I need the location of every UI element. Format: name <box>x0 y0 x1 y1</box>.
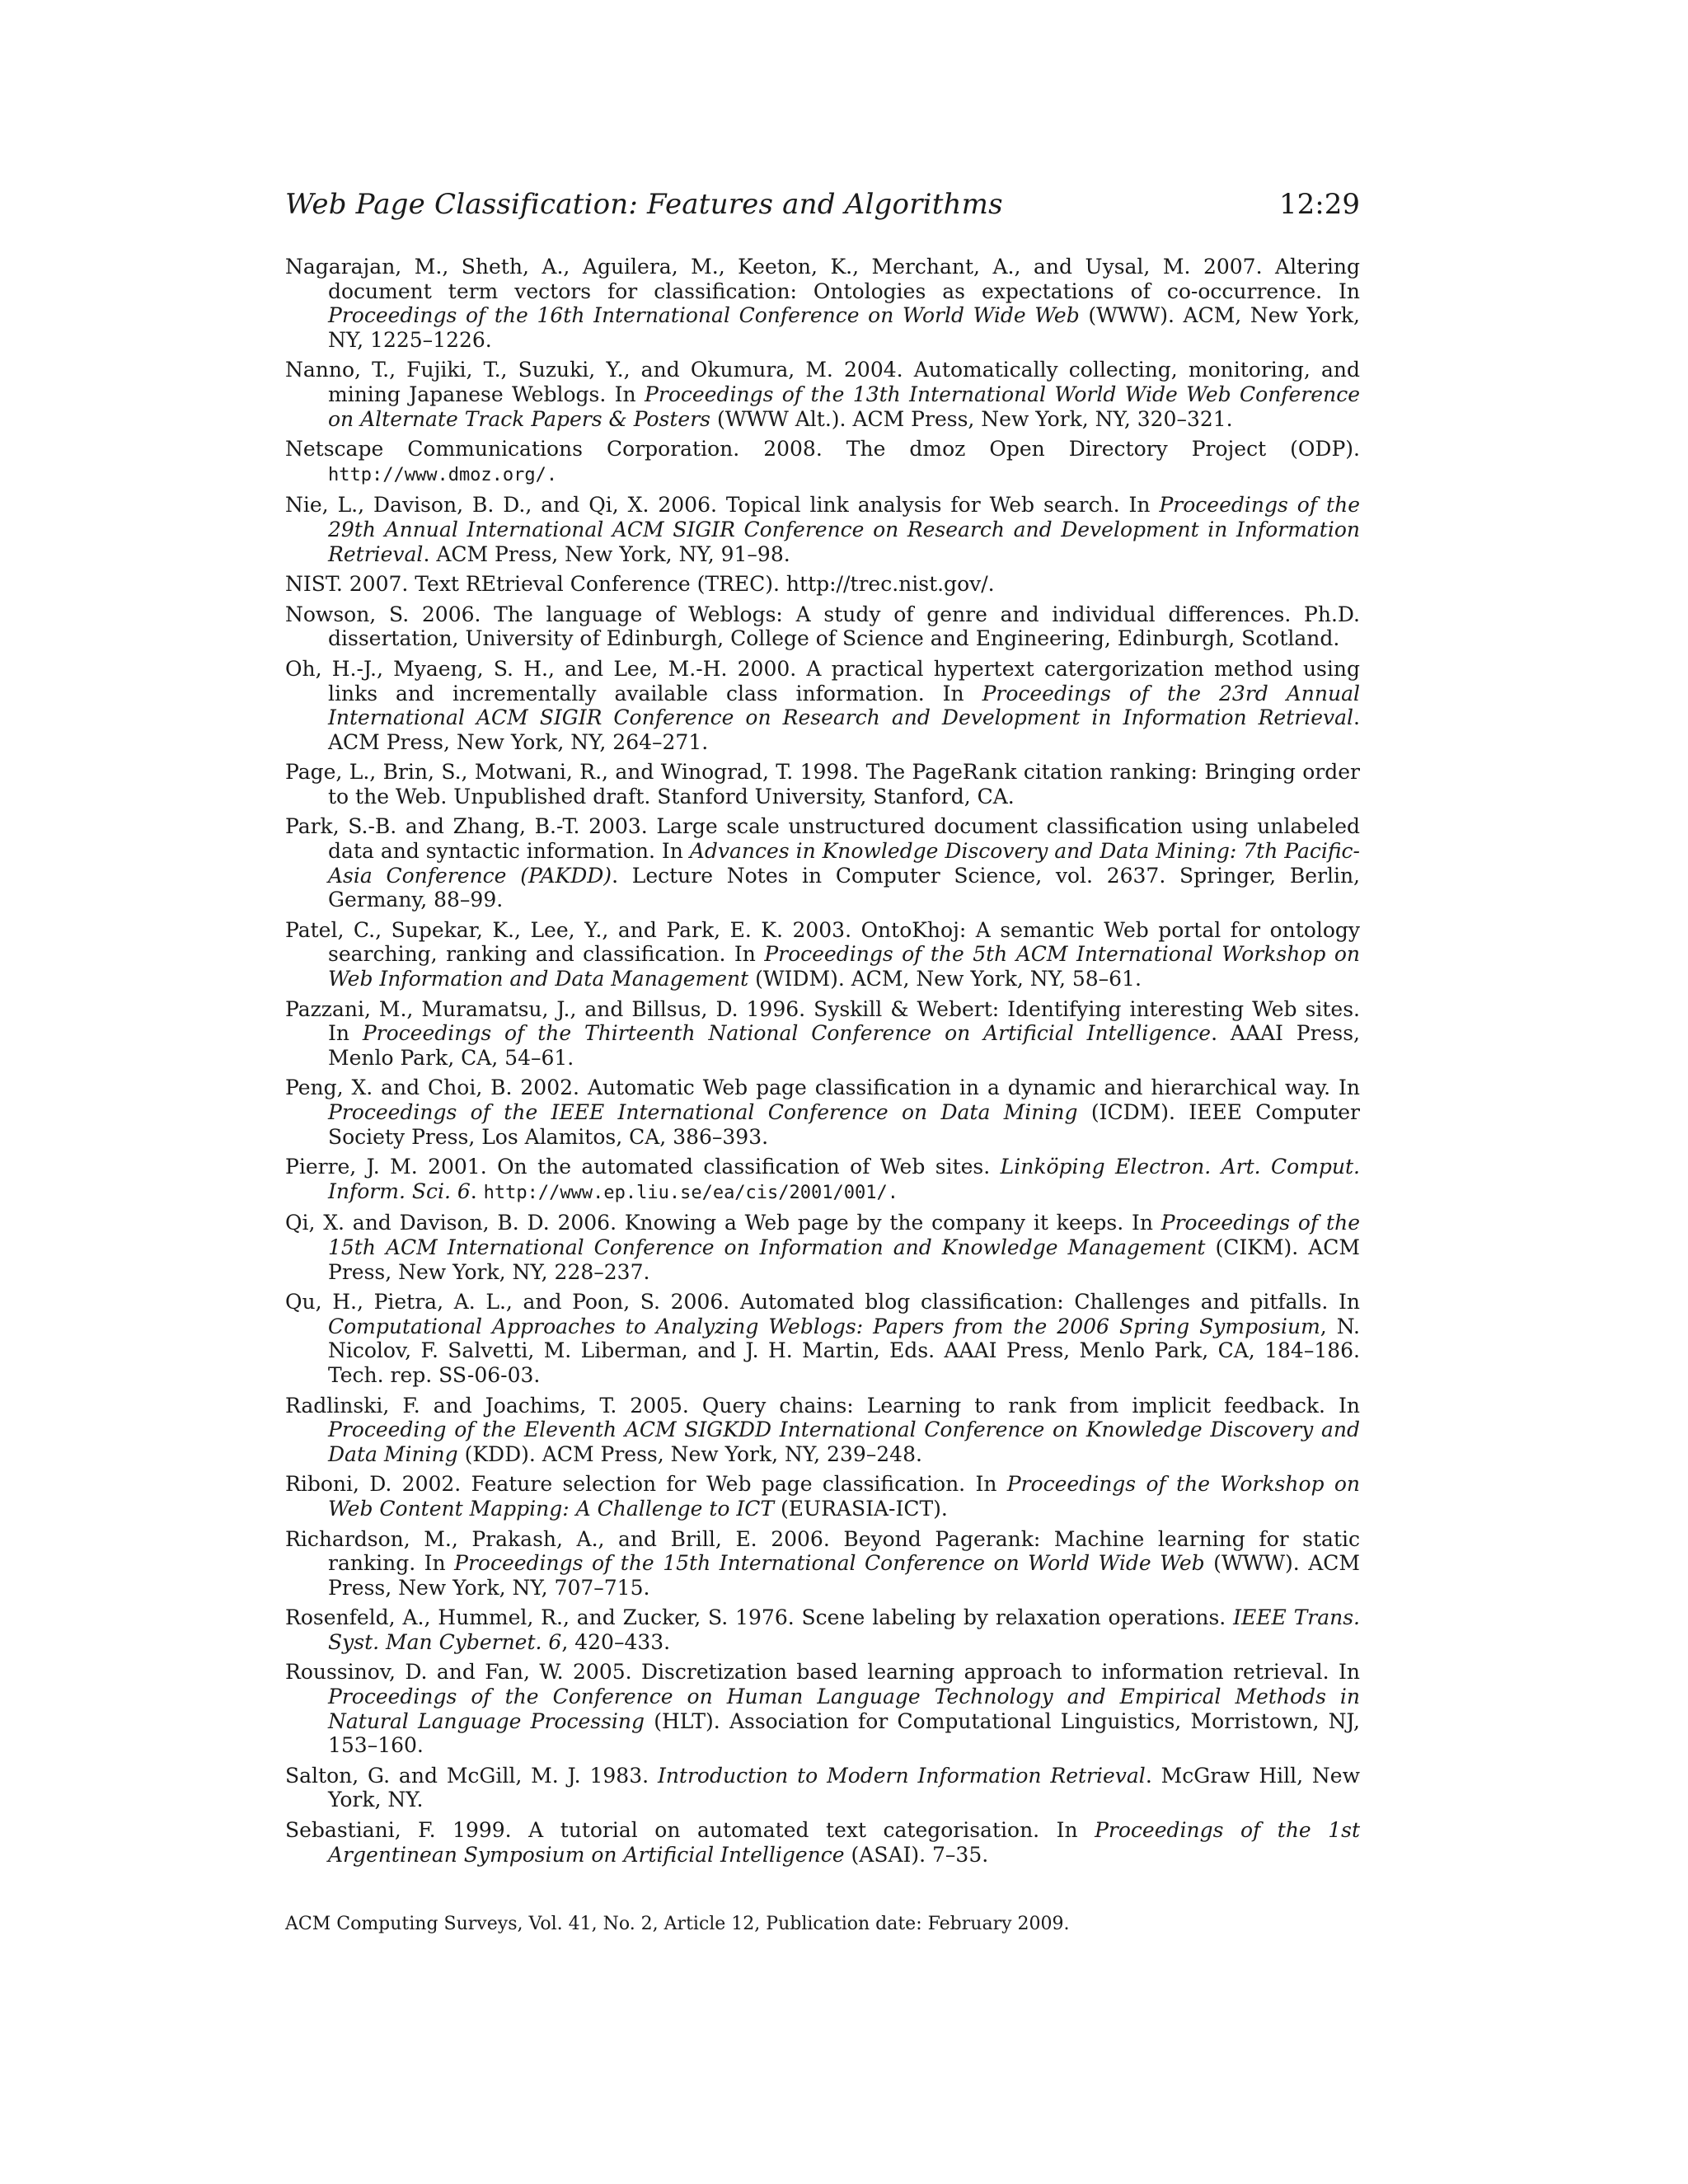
reference-entry <box>285 1818 1360 1867</box>
reference-text: . AAAI Press, Menlo Park, CA, 54–61. <box>328 1021 1360 1070</box>
reference-url: http://www.ep.liu.se/ea/cis/2001/001/. <box>483 1182 898 1203</box>
reference-venue: Computational Approaches to Analyzing Weblogs: Papers from the 2006 Spring Symposium <box>328 1314 1320 1338</box>
reference-venue: Proceedings of the 5th ACM International Workshop on Web Information and Data Management <box>328 942 1360 991</box>
reference-entry <box>285 997 1360 1071</box>
reference-text: (HLT). Association for Computational Linguistics, Morristown, NJ, 153–160. <box>328 1708 1360 1758</box>
reference-entry <box>285 602 1360 651</box>
reference-entry <box>285 1605 1360 1654</box>
reference-text: Peng, X. and Choi, B. 2002. Automatic Web page classification in a dynamic and hierarchical way. In <box>285 1076 1360 1100</box>
reference-text: Sebastiani, F. 1999. A tutorial on automated text categorisation. In <box>285 1818 1095 1843</box>
reference-entry <box>285 1290 1360 1387</box>
reference-text: Qu, H., Pietra, A. L., and Poon, S. 2006. Automated blog classification: Challenges and pitfalls. In <box>285 1290 1360 1315</box>
reference-text: (WWW). ACM, New York, NY, 1225–1226. <box>328 303 1360 352</box>
reference-venue: Introduction to Modern Information Retrieval <box>657 1763 1146 1788</box>
reference-entry <box>285 572 1360 597</box>
reference-text: Nanno, T., Fujiki, T., Suzuki, Y., and Okumura, M. 2004. Automatically collecting, monitoring, and mining Japanese Weblogs. In <box>285 358 1360 406</box>
reference-entry <box>285 1764 1360 1812</box>
reference-text: Nagarajan, M., Sheth, A., Aguilera, M., Keeton, K., Merchant, A., and Uysal, M. 2007. Altering document term vectors for classification: Ontologies as expectations of co-occurrence. In <box>285 255 1360 303</box>
reference-venue: Proceedings of the Thirteenth National Conference on Artificial Intelligence <box>362 1021 1212 1046</box>
reference-text: Qi, X. and Davison, B. D. 2006. Knowing a Web page by the company it keeps. In <box>285 1211 1161 1235</box>
reference-venue: Advances in Knowledge Discovery and Data Mining: 7th Pacific-Asia Conference (PAKDD) <box>328 839 1361 888</box>
reference-entry <box>285 657 1360 754</box>
reference-text: . ACM Press, New York, NY, 91–98. <box>423 541 790 566</box>
reference-text: (KDD). ACM Press, New York, NY, 239–248. <box>457 1441 922 1466</box>
reference-text: (EURASIA-ICT). <box>774 1496 948 1521</box>
reference-text: , N. Nicolov, F. Salvetti, M. Liberman, and J. H. Martin, Eds. AAAI Press, Menlo Park, CA, 184–186. Tech. rep. SS-06-03. <box>328 1314 1360 1387</box>
reference-text: (WWW). ACM Press, New York, NY, 707–715. <box>328 1551 1361 1600</box>
reference-text: . McGraw Hill, New York, NY. <box>328 1763 1360 1812</box>
reference-text: (CIKM). ACM Press, New York, NY, 228–237. <box>328 1235 1360 1284</box>
reference-text: Pierre, J. M. 2001. On the automated classification of Web sites. <box>285 1155 1001 1179</box>
reference-list <box>285 255 1360 1872</box>
reference-entry <box>285 1527 1360 1601</box>
reference-text: Rosenfeld, A., Hummel, R., and Zucker, S. 1976. Scene labeling by relaxation operations. <box>285 1605 1234 1630</box>
reference-text: Nie, L., Davison, B. D., and Qi, X. 2006. Topical link analysis for Web search. In <box>285 493 1160 518</box>
reference-entry <box>285 437 1360 487</box>
reference-text: , 420–433. <box>561 1629 671 1654</box>
reference-entry <box>285 358 1360 431</box>
reference-entry <box>285 1394 1360 1467</box>
reference-venue: IEEE Trans. Syst. Man Cybernet. 6 <box>328 1605 1360 1654</box>
reference-text: Netscape Communications Corporation. 2008. The dmoz Open Directory Project (ODP). <box>285 437 1360 462</box>
reference-text: (WWW Alt.). ACM Press, New York, NY, 320–321. <box>710 406 1233 431</box>
reference-text: Roussinov, D. and Fan, W. 2005. Discretization based learning approach to information retrieval. In <box>285 1660 1360 1685</box>
reference-entry <box>285 1211 1360 1284</box>
reference-text: Richardson, M., Prakash, A., and Brill, E. 2006. Beyond Pagerank: Machine learning for static ranking. In <box>285 1526 1360 1576</box>
reference-text: . ACM Press, New York, NY, 264–271. <box>328 705 1360 754</box>
reference-text: Patel, C., Supekar, K., Lee, Y., and Park, E. K. 2003. OntoKhoj: A semantic Web portal for ontology searching, ranking and classification. In <box>285 917 1360 967</box>
reference-entry <box>285 1076 1360 1149</box>
reference-entry <box>285 918 1360 991</box>
reference-text: Nowson, S. 2006. The language of Weblogs: A study of genre and individual differences. Ph.D. dissertation, University of Edinburgh, College of Science and Engineering, Edinburgh, Scotland. <box>285 602 1360 651</box>
reference-entry <box>285 1660 1360 1757</box>
reference-text: Riboni, D. 2002. Feature selection for Web page classification. In <box>285 1472 1007 1497</box>
reference-text: . Lecture Notes in Computer Science, vol. 2637. Springer, Berlin, Germany, 88–99. <box>328 863 1360 912</box>
reference-entry <box>285 255 1360 352</box>
reference-text: (WIDM). ACM, New York, NY, 58–61. <box>748 967 1142 991</box>
reference-venue: Proceedings of the Conference on Human Language Technology and Empirical Methods in Natural Language Processing <box>328 1685 1360 1733</box>
page-number: 12:29 <box>1279 188 1360 221</box>
reference-entry <box>285 760 1360 808</box>
reference-venue: Proceeding of the Eleventh ACM SIGKDD International Conference on Knowledge Discovery and Data Mining <box>328 1418 1360 1466</box>
reference-text: NIST. 2007. Text REtrieval Conference (TREC). http://trec.nist.gov/. <box>285 572 995 597</box>
reference-venue: Linköping Electron. Art. Comput. Inform. Sci. 6 <box>328 1155 1360 1203</box>
reference-entry <box>285 814 1360 912</box>
reference-text: Radlinski, F. and Joachims, T. 2005. Query chains: Learning to rank from implicit feedback. In <box>285 1393 1360 1418</box>
reference-venue: Proceedings of the 16th International Conference on World Wide Web <box>328 303 1080 328</box>
reference-text: . <box>470 1179 484 1203</box>
reference-venue: Proceedings of the IEEE International Conference on Data Mining <box>328 1100 1078 1124</box>
running-title: Web Page Classification: Features and Algorithms <box>285 188 1003 221</box>
reference-venue: Proceedings of the Workshop on Web Content Mapping: A Challenge to ICT <box>328 1472 1360 1521</box>
reference-text: Oh, H.-J., Myaeng, S. H., and Lee, M.-H. 2000. A practical hypertext catergorization method using links and incrementally available class information. In <box>285 656 1360 705</box>
reference-text: Pazzani, M., Muramatsu, J., and Billsus, D. 1996. Syskill & Webert: Identifying interesting Web sites. In <box>285 996 1360 1046</box>
reference-text: Park, S.-B. and Zhang, B.-T. 2003. Large scale unstructured document classification using unlabeled data and syntactic information. In <box>285 814 1360 864</box>
reference-text: Page, L., Brin, S., Motwani, R., and Winograd, T. 1998. The PageRank citation ranking: Bringing order to the Web. Unpublished draft. Stanford University, Stanford, CA. <box>285 760 1360 808</box>
reference-text: (ICDM). IEEE Computer Society Press, Los Alamitos, CA, 386–393. <box>328 1100 1360 1149</box>
reference-venue: Proceedings of the 13th International World Wide Web Conference on Alternate Track Papers & Posters <box>328 382 1360 431</box>
reference-venue: Proceedings of the 29th Annual International ACM SIGIR Conference on Research and Development in Information Retrieval <box>328 493 1360 566</box>
reference-text: (ASAI). 7–35. <box>844 1842 989 1867</box>
reference-text: Salton, G. and McGill, M. J. 1983. <box>285 1763 658 1788</box>
reference-entry <box>285 493 1360 566</box>
reference-url: http://www.dmoz.org/. <box>328 464 558 485</box>
reference-entry <box>285 1472 1360 1521</box>
page-footer: ACM Computing Surveys, Vol. 41, No. 2, Article 12, Publication date: February 2009. <box>285 1914 1070 1934</box>
reference-venue: Proceedings of the 15th International Conference on World Wide Web <box>454 1551 1205 1576</box>
reference-venue: Proceedings of the 15th ACM International Conference on Information and Knowledge Management <box>328 1211 1360 1259</box>
reference-entry <box>285 1155 1360 1205</box>
reference-venue: Proceedings of the 23rd Annual International ACM SIGIR Conference on Research and Development in Information Retrieval <box>328 681 1361 730</box>
reference-venue: Proceedings of the 1st Argentinean Symposium on Artificial Intelligence <box>328 1818 1360 1867</box>
page-header <box>285 185 1360 231</box>
